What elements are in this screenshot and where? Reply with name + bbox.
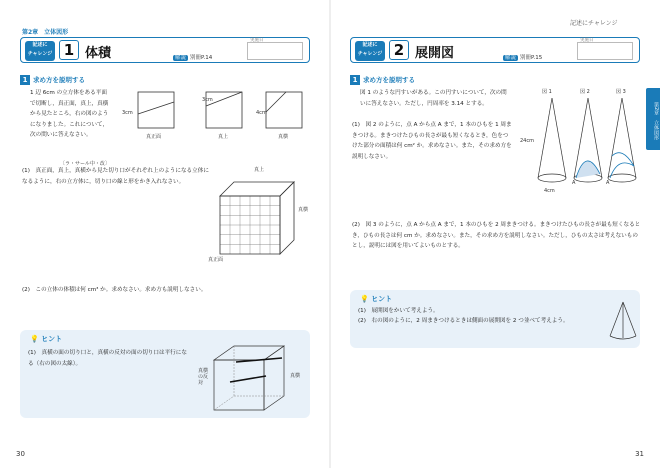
problem-text: 1 辺 6cm の立方体をある平面で切断し，真正面，真上，真横から見たところ，右の図のようになりました。これについて，次の問いに答えなさい。 <box>30 90 109 138</box>
problem-number: 1 <box>59 40 79 60</box>
date-grid <box>247 38 303 60</box>
running-header: 記述にチャレンジ <box>570 20 618 27</box>
fig2-point-a: A <box>572 180 576 186</box>
page-title-right: 展開図 <box>415 46 455 61</box>
reference <box>173 53 212 61</box>
cone3-base <box>608 174 636 182</box>
cone2-string <box>576 161 600 178</box>
hint-label-side: 真横 <box>290 373 301 379</box>
cube-label-front: 真正面 <box>208 257 224 263</box>
net-edge-left <box>610 302 623 336</box>
section-heading-right <box>350 75 415 85</box>
cube-label-side: 真横 <box>298 207 309 213</box>
hint-label-opp: 真横の反対 <box>198 368 209 386</box>
reference-right <box>503 53 542 61</box>
front-view-square <box>138 92 174 128</box>
cone-figures <box>526 96 636 196</box>
title-bar-right <box>350 37 640 63</box>
chapter-side-tab[interactable]: 第2章 立体図形 <box>646 88 660 150</box>
cube-top-face <box>220 182 294 196</box>
section-number-right: 1 <box>350 75 360 85</box>
ref-text: 別冊P.14 <box>190 55 213 61</box>
hint-cut-line-b <box>230 376 266 382</box>
hint-cube-side <box>264 346 284 410</box>
hint-cube <box>210 344 290 414</box>
side-view-square <box>266 92 302 128</box>
right-page <box>330 0 660 468</box>
hint-title-text-right: ヒント <box>371 295 393 303</box>
problem-text-right: 図 1 のような円すいがある。この円すいについて，次の問いに答えなさい。ただし，円周率を 3.14 とする。 <box>360 90 507 107</box>
source: 〔ラ・サール中・改〕 <box>60 161 110 167</box>
fig3-label: 図 3 <box>616 89 626 95</box>
date-grid-right <box>577 38 633 60</box>
challenge-badge-right: 記述に チャレンジ <box>355 41 385 61</box>
fig3-point-a: A <box>606 180 610 186</box>
section-title: 求め方を説明する <box>33 76 85 84</box>
fig-dim-3: 3cm <box>122 110 133 116</box>
page-number: 30 <box>16 450 25 458</box>
hint-box-right <box>350 290 640 348</box>
challenge-badge: 記述に チャレンジ <box>25 41 55 61</box>
fig1-slant: 24cm <box>520 138 534 144</box>
fig1-label: 図 1 <box>542 89 552 95</box>
hint-box <box>20 330 310 418</box>
question-1: (1) 真正面，真上，真横から見た切り口がそれぞれ上のようになる立体になるように，右の立方体に，切り口の線と形をかき入れなさい。 <box>22 168 209 185</box>
fig-dim-3b: 3cm <box>202 97 213 103</box>
date-label-right: 実施日 <box>580 38 594 43</box>
grid-cube[interactable] <box>210 176 300 256</box>
ref-tag: 解説 <box>175 55 187 61</box>
fig2-label: 図 2 <box>580 89 590 95</box>
page-number-right: 31 <box>635 450 644 458</box>
label-front: 真正面 <box>146 134 162 140</box>
fig-dim-4: 4cm <box>256 110 267 116</box>
front-view-cut <box>138 102 174 114</box>
fig1-radius: 4cm <box>544 188 555 194</box>
cone3-left-edge <box>608 98 622 178</box>
date-label: 実施日 <box>250 38 264 43</box>
label-top: 真上 <box>218 134 229 140</box>
section-title-right: 求め方を説明する <box>363 76 415 84</box>
label-side: 真横 <box>278 134 289 140</box>
hint-title-right: 💡 ヒント <box>360 295 393 303</box>
side-view-cut <box>266 92 286 112</box>
ref-tag-right: 解説 <box>505 55 517 61</box>
section-number: 1 <box>20 75 30 85</box>
cone1-base <box>538 174 566 182</box>
ref-text-right: 別冊P.15 <box>520 55 543 61</box>
hint-2-right: (2) 右の図のように，2 周まきつけるときは側面の展開図を 2 つ並べて考えよう。 <box>358 318 569 324</box>
cube-side-face <box>280 182 294 254</box>
question-2: (2) この立体の体積は何 cm³ か。求めなさい。求め方も説明しなさい。 <box>22 287 207 293</box>
hint-cube-front <box>214 360 264 410</box>
hint-title: 💡 ヒント <box>30 335 63 343</box>
hint-1-right: (1) 展開図をかいて考えよう。 <box>358 308 439 314</box>
hint-title-text: ヒント <box>41 335 63 343</box>
cone1-right-edge <box>552 98 566 178</box>
section-heading <box>20 75 85 85</box>
page-title: 体積 <box>85 46 112 61</box>
net-edge-right <box>623 302 636 336</box>
chapter-label: 第2章 立体図形 <box>22 29 69 36</box>
question-2-right: (2) 図 3 のように，点 A から点 A まで，1 本のひもを 2 周まきつける。まきつけたひもの長さが最も短くなるとき，ひもの長さは何 cm か。求めなさい。また，その求め方を説明しなさい。ただし，ひもの太さは考えないものとし，説明には図を用いてよいものとする。 <box>352 222 641 249</box>
hint-net-figure <box>608 300 638 340</box>
hint-cube-hidden-edge3 <box>214 396 234 410</box>
problem-number-right: 2 <box>389 40 409 60</box>
cube-label-top: 真上 <box>254 167 265 173</box>
hint-1: (1) 真横の面の切り口と，真横の反対の面の切り口は平行になる（右の図の太線）。 <box>28 350 187 367</box>
cone1-left-edge <box>538 98 552 178</box>
question-1-right: (1) 図 2 のように，点 A から点 A まで，1 本のひもを 1 周まきつける。まきつけたひもの長さが最も短くなるとき，色をつけた部分の面積は何 cm² か。求めなさい。また，その求め方を説明しなさい。 <box>352 122 512 160</box>
title-bar <box>20 37 310 63</box>
